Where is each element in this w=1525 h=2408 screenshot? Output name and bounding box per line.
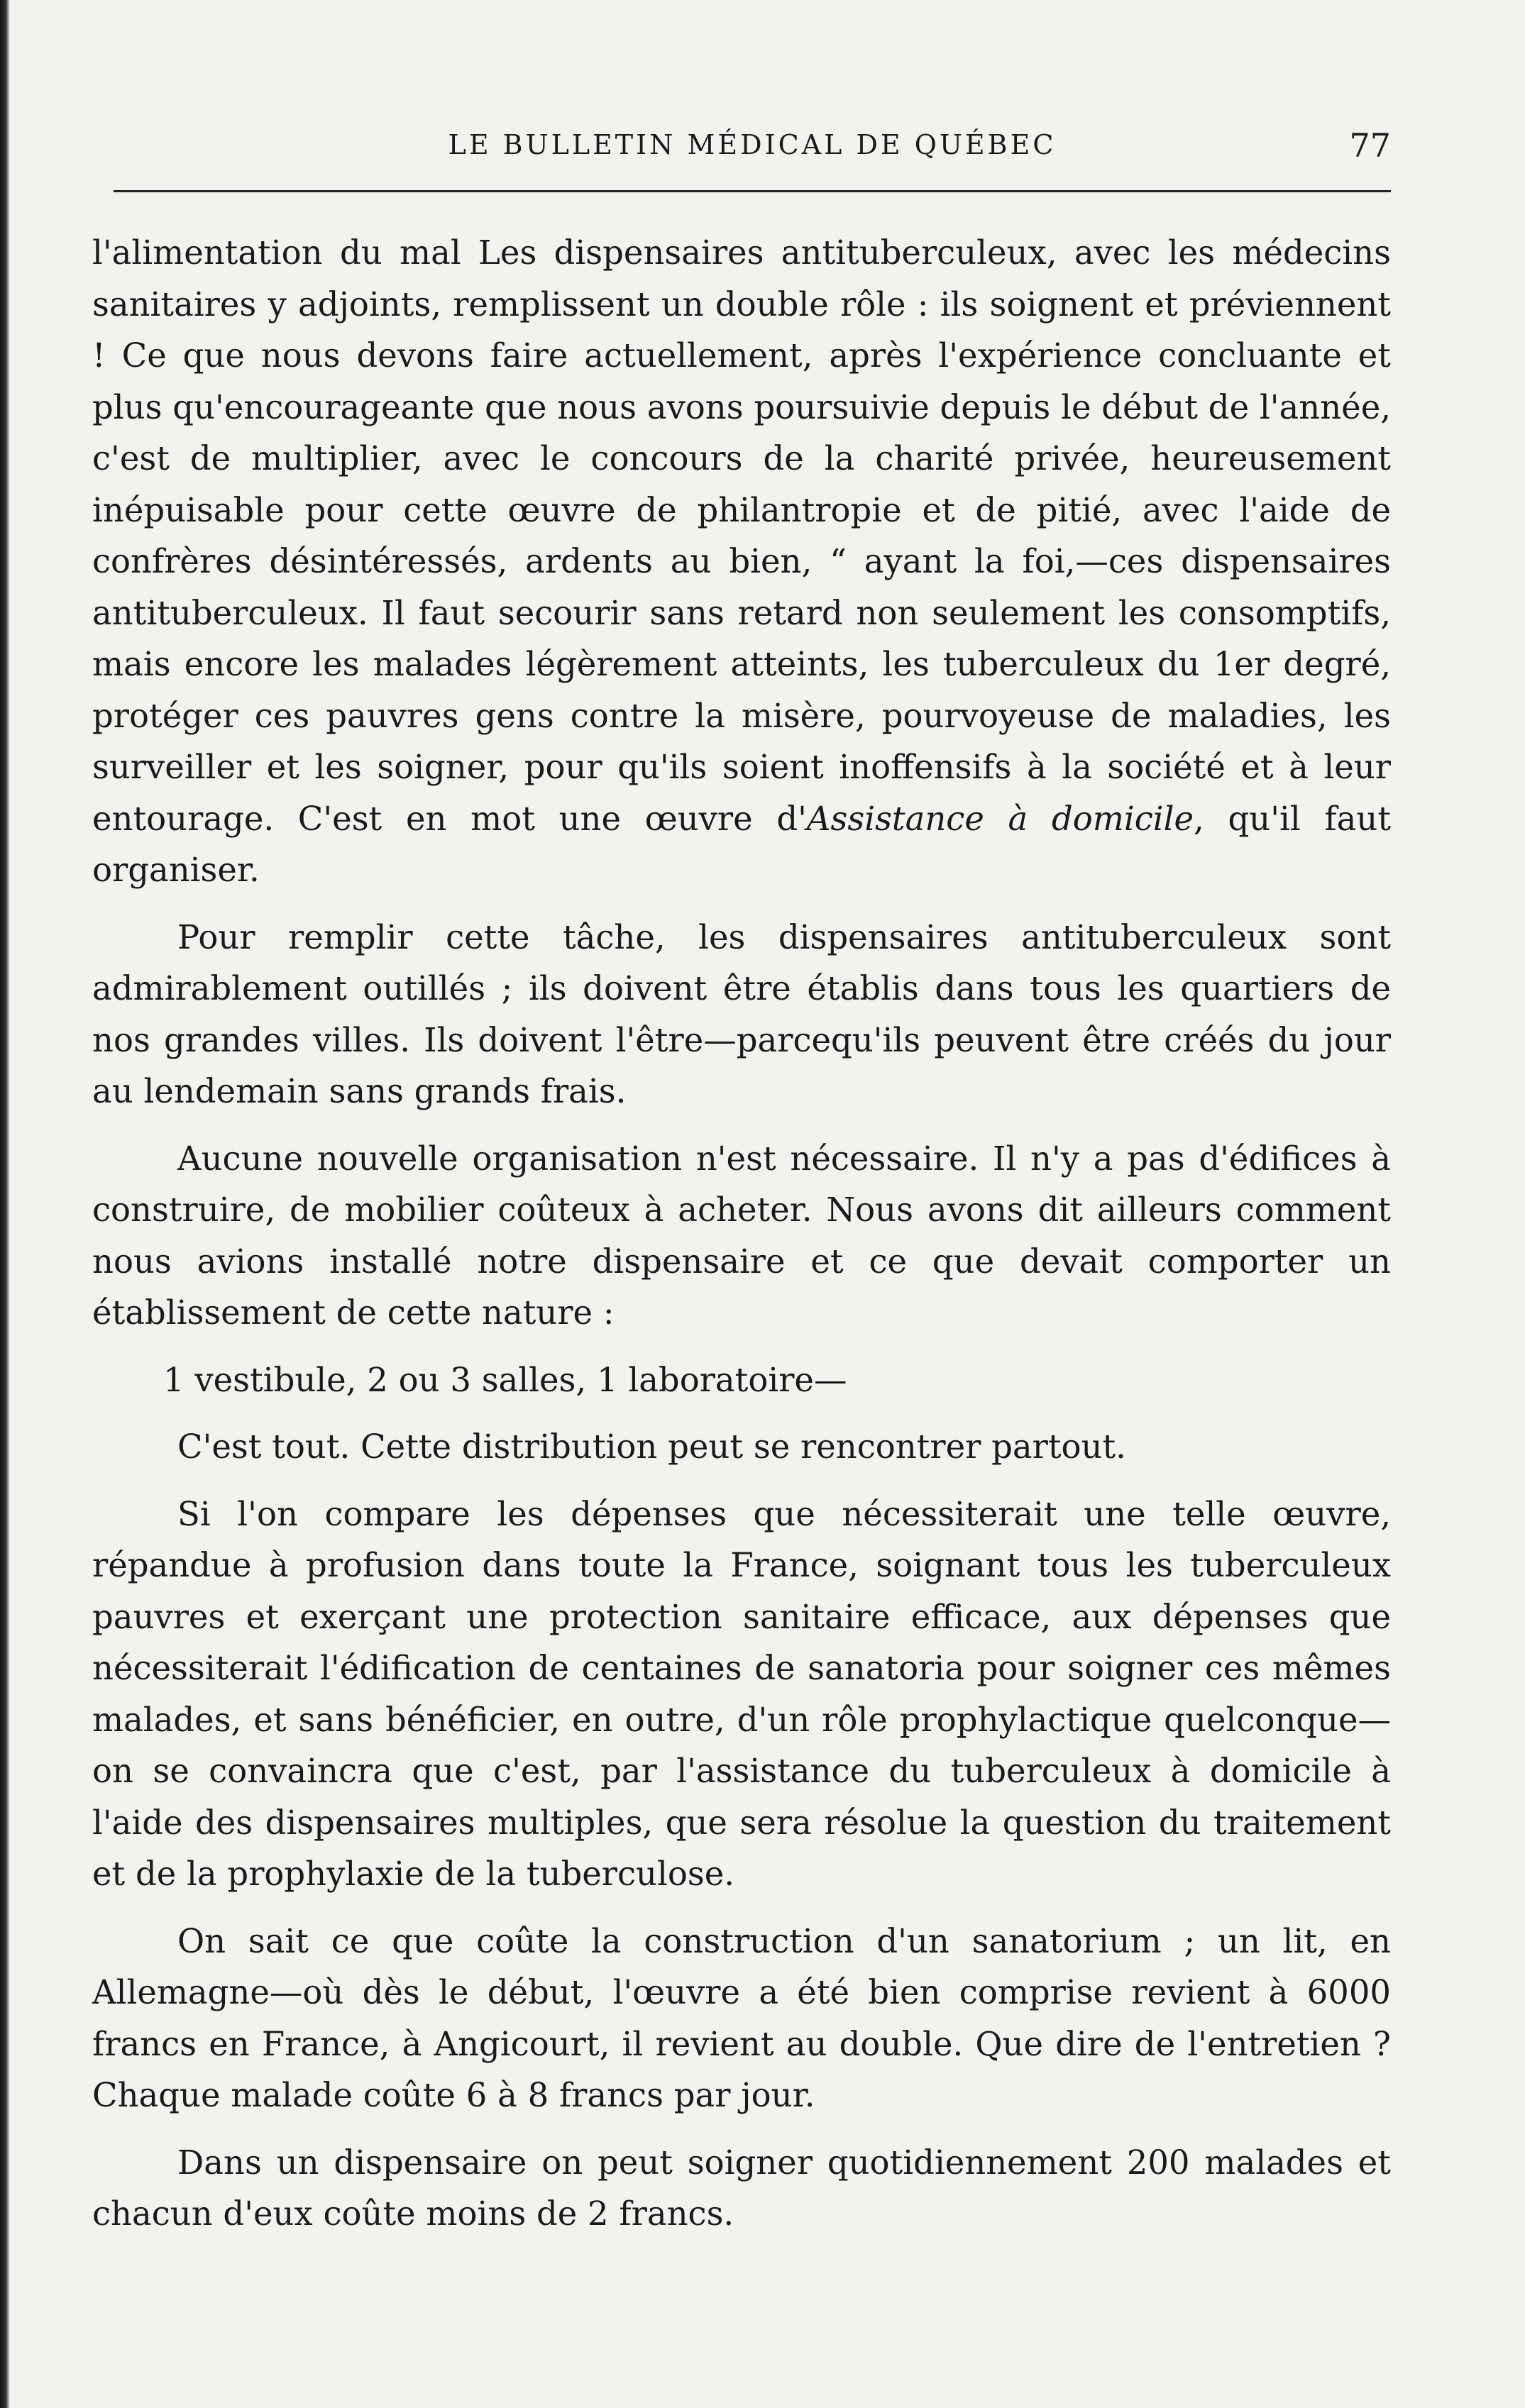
paragraph-7: On sait ce que coûte la construction d'un sanatorium ; un lit, en Allemagne—où dès le début, l'œuvre a été bien comprise revient à 6000 francs en France, à Angicourt, il revient au double. Que dire de l'entretien ? Chaque malade coûte 6 à 8 francs par jour.: [92, 1921, 1391, 2114]
paragraph-5: C'est tout. Cette distribution peut se rencontrer partout.: [177, 1427, 1126, 1466]
page-number: 77: [1349, 126, 1391, 165]
running-title: LE BULLETIN MÉDICAL DE QUÉBEC: [448, 129, 1057, 160]
paragraph-4: 1 vestibule, 2 ou 3 salles, 1 laboratoire—: [163, 1360, 847, 1399]
paragraph-2: Pour remplir cette tâche, les dispensaires antituberculeux sont admirablement outillés ; ils doivent être établis dans tous les quartiers de nos grandes villes. Ils doivent l'être—parcequ'ils peuvent être créés du jour au lendemain sans grands frais.: [92, 917, 1391, 1110]
paragraph-1: [92, 227, 1391, 896]
page-edge-shadow: [0, 0, 10, 2408]
page-header: [114, 121, 1391, 177]
header-rule: [114, 190, 1391, 192]
paragraph-1-text: l'alimentation du mal Les dispensaires antituberculeux, avec les médecins sanitaires y adjoints, remplissent un double rôle : ils soignent et préviennent ! Ce que nous devons faire actuellement, après l'expérience concluante et plus qu'encourageante que nous avons poursuivie depuis le début de l'année, c'est de multiplier, avec le concours de la charité privée, heureusement inépuisable pour cette œuvre de philantropie et de pitié, avec l'aide de confrères désintéressés, ardents au bien, “ ayant la foi,—ces dispensaires antituberculeux. Il faut secourir sans retard non seulement les consomptifs, mais encore les malades légèrement atteints, les tuberculeux du 1er degré, protéger ces pauvres gens contre la misère, pourvoyeuse de maladies, les surveiller et les soigner, pour qu'ils soient inoffensifs à la société et à leur entourage. C'est en mot une œuvre d': [92, 233, 1391, 838]
paragraph-8: Dans un dispensaire on peut soigner quotidiennement 200 malades et chacun d'eux coûte moins de 2 francs.: [92, 2143, 1391, 2233]
paragraph-1-text-end: , qu'il faut organiser.: [92, 799, 1392, 889]
paragraph-1-italic: Assistance à domicile: [806, 799, 1194, 838]
body-text: [92, 227, 1391, 2255]
paragraph-3: Aucune nouvelle organisation n'est nécessaire. Il n'y a pas d'édifices à construire, de mobilier coûteux à acheter. Nous avons dit ailleurs comment nous avions installé notre dispensaire et ce que devait comporter un établissement de cette nature :: [92, 1139, 1391, 1332]
paragraph-6: Si l'on compare les dépenses que nécessiterait une telle œuvre, répandue à profusion dans toute la France, soignant tous les tuberculeux pauvres et exerçant une protection sanitaire efficace, aux dépenses que nécessiterait l'édification de centaines de sanatoria pour soigner ces mêmes malades, et sans bénéficier, en outre, d'un rôle prophylactique quelconque—on se convaincra que c'est, par l'assistance du tuberculeux à domicile à l'aide des dispensaires multiples, que sera résolue la question du traitement et de la prophylaxie de la tuberculose.: [92, 1494, 1391, 1893]
